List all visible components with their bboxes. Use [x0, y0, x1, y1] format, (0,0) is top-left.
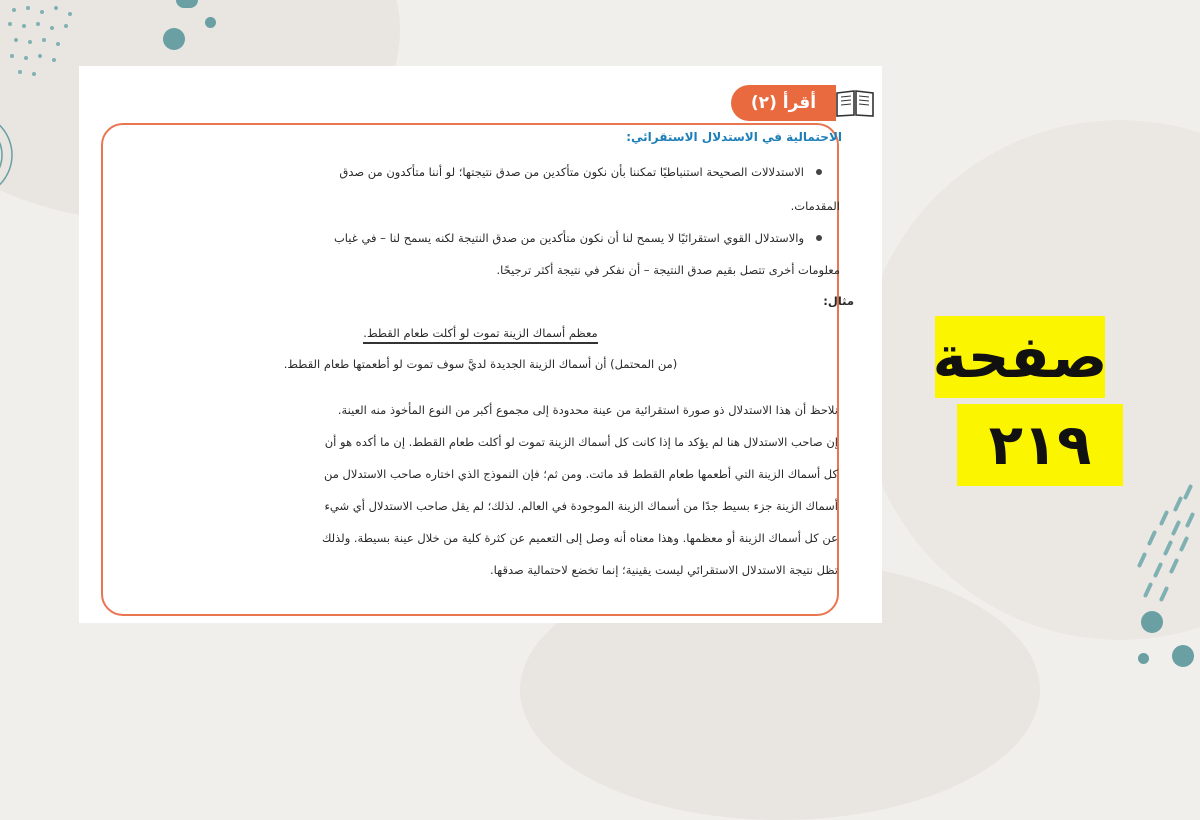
decor-dot	[163, 28, 185, 50]
example-premise-text: معظم أسماك الزينة تموت لو أكلت طعام القطط.	[363, 326, 597, 344]
page-word-text: صفحة	[932, 323, 1108, 391]
bullet-2-line-1: والاستدلال القوي استقرائيًا لا يسمح لنا أن نكون متأكدين من صدق النتيجة لكنه يسمح لنا – في غياب	[333, 231, 804, 245]
bullet-marker	[816, 235, 822, 241]
open-book-icon	[835, 88, 875, 118]
reading-tab	[731, 85, 836, 121]
bullet-marker	[816, 169, 822, 175]
example-premise	[79, 316, 882, 350]
page-word-label	[932, 316, 1108, 398]
textbook-page-image	[79, 66, 882, 623]
decor-dot	[1172, 645, 1194, 667]
bullet-2-line-2: معلومات أخرى تتصل بقيم صدق النتيجة – أن نفكر في نتيجة أكثر ترجيحًا.	[496, 263, 840, 277]
decor-dot	[205, 17, 216, 28]
section-title: الاحتمالية في الاستدلال الاستقرائي:	[626, 130, 842, 144]
example-conclusion: (من المحتمل) أن أسماك الزينة الجديدة لديَّ سوف تموت لو أطعمتها طعام القطط.	[283, 357, 678, 371]
decor-dot	[1141, 611, 1163, 633]
decor-dot	[1138, 653, 1149, 664]
reading-tab-label: أقرأ (٢)	[750, 93, 817, 113]
decor-rings	[0, 110, 30, 200]
body-line: عن كل أسماك الزينة أو معظمها. وهذا معناه أنه وصل إلى التعميم عن كثرة كلية من خلال عينة بسيطة. ولذلك	[321, 531, 838, 545]
body-line: أسماك الزينة جزء بسيط جدًا من أسماك الزينة الموجودة في العالم. لذلك؛ لم يقل صاحب الاستدلال أي شيء	[324, 499, 838, 513]
bullet-1-line-2: المقدمات.	[790, 199, 840, 213]
page-number-text: ٢١٩	[988, 412, 1092, 478]
body-line: كل أسماك الزينة التي أطعمها طعام القطط قد ماتت. ومن ثم؛ فإن النموذج الذي اختاره صاحب الاستدلال من	[323, 467, 838, 481]
body-line: نلاحظ أن هذا الاستدلال ذو صورة استقرائية من عينة محدودة إلى مجموع أكبر من النوع المأخوذ منه العينة.	[337, 403, 838, 417]
bullet-1-line-1: الاستدلالات الصحيحة استنباطيًا تمكننا بأن نكون متأكدين من صدق نتيجتها؛ لو أننا متأكدون من صدق	[339, 165, 804, 179]
body-line: إن صاحب الاستدلال هنا لم يؤكد ما إذا كانت كل أسماك الزينة تموت لو أكلت طعام القطط. إن ما أكده هو أن	[324, 435, 838, 449]
page-number-label	[957, 404, 1123, 486]
body-line: تظل نتيجة الاستدلال الاستقرائي ليست يقينية؛ إنما تخضع لاحتمالية صدقها.	[489, 563, 838, 577]
example-label: مثال:	[823, 294, 854, 308]
